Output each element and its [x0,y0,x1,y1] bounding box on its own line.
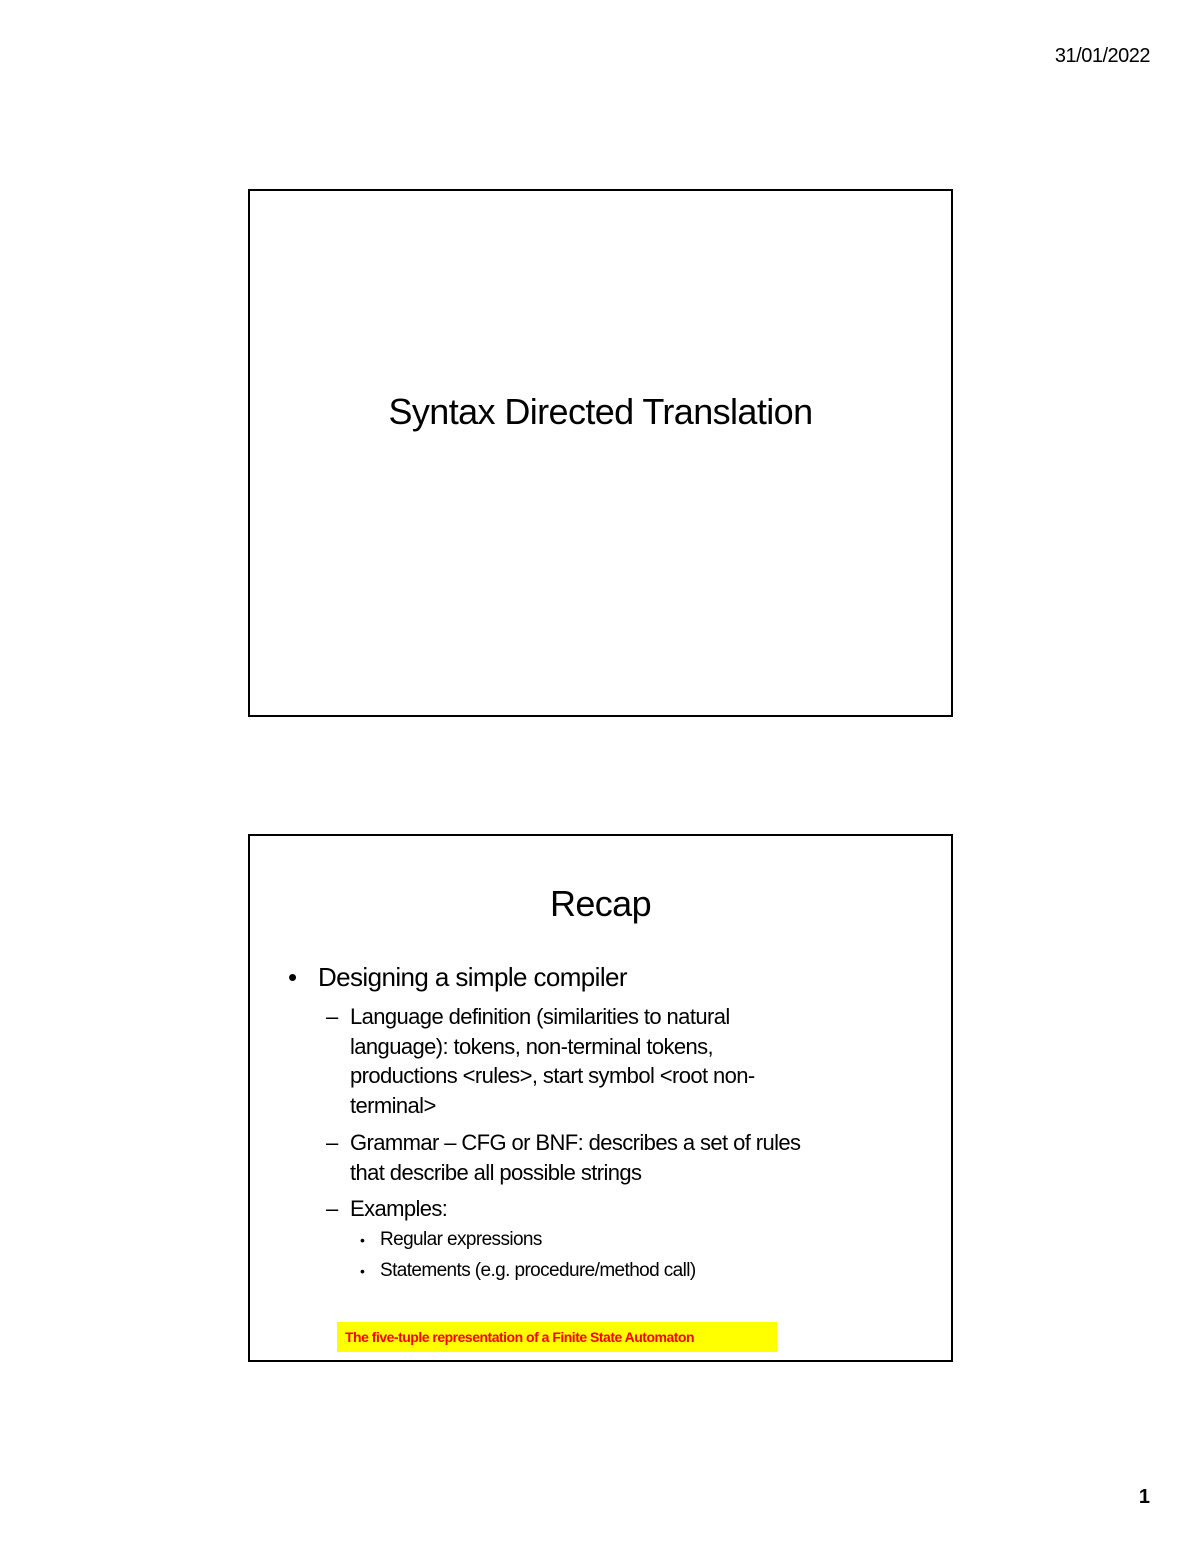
example-item [360,1260,696,1282]
bullet-icon: • [288,962,297,992]
dash-icon: – [326,1004,338,1029]
bullet-text: Designing a simple compiler [318,962,627,992]
dash-icon: – [326,1196,338,1221]
slide-1 [248,189,953,717]
sub-item-line: Grammar – CFG or BNF: describes a set of rules [350,1130,801,1155]
example-item [360,1229,542,1251]
example-text: Regular expressions [380,1229,542,1250]
sub-item-line: terminal> [350,1092,436,1118]
bullet-icon: • [360,1263,365,1279]
highlighted-note: The five-tuple representation of a Finite State Automaton [337,1322,777,1352]
sub-item-line: that describe all possible strings [350,1159,642,1185]
dash-icon: – [326,1130,338,1155]
date-header: 31/01/2022 [1054,45,1150,67]
bullet-icon: • [360,1232,365,1248]
sub-item-line: language): tokens, non-terminal tokens, [350,1033,714,1059]
sub-item [326,1002,755,1120]
page-number: 1 [1138,1486,1150,1508]
sub-item-line: Examples: [350,1196,448,1221]
sub-item [326,1128,800,1187]
slide-title: Syntax Directed Translation [388,391,813,432]
sub-item [326,1194,447,1224]
slide-2 [248,834,953,1362]
sub-item-line: Language definition (similarities to natural [350,1004,730,1029]
example-text: Statements (e.g. procedure/method call) [380,1260,696,1281]
sub-item-line: productions <rules>, start symbol <root non- [350,1063,755,1088]
slide-title: Recap [549,883,652,924]
